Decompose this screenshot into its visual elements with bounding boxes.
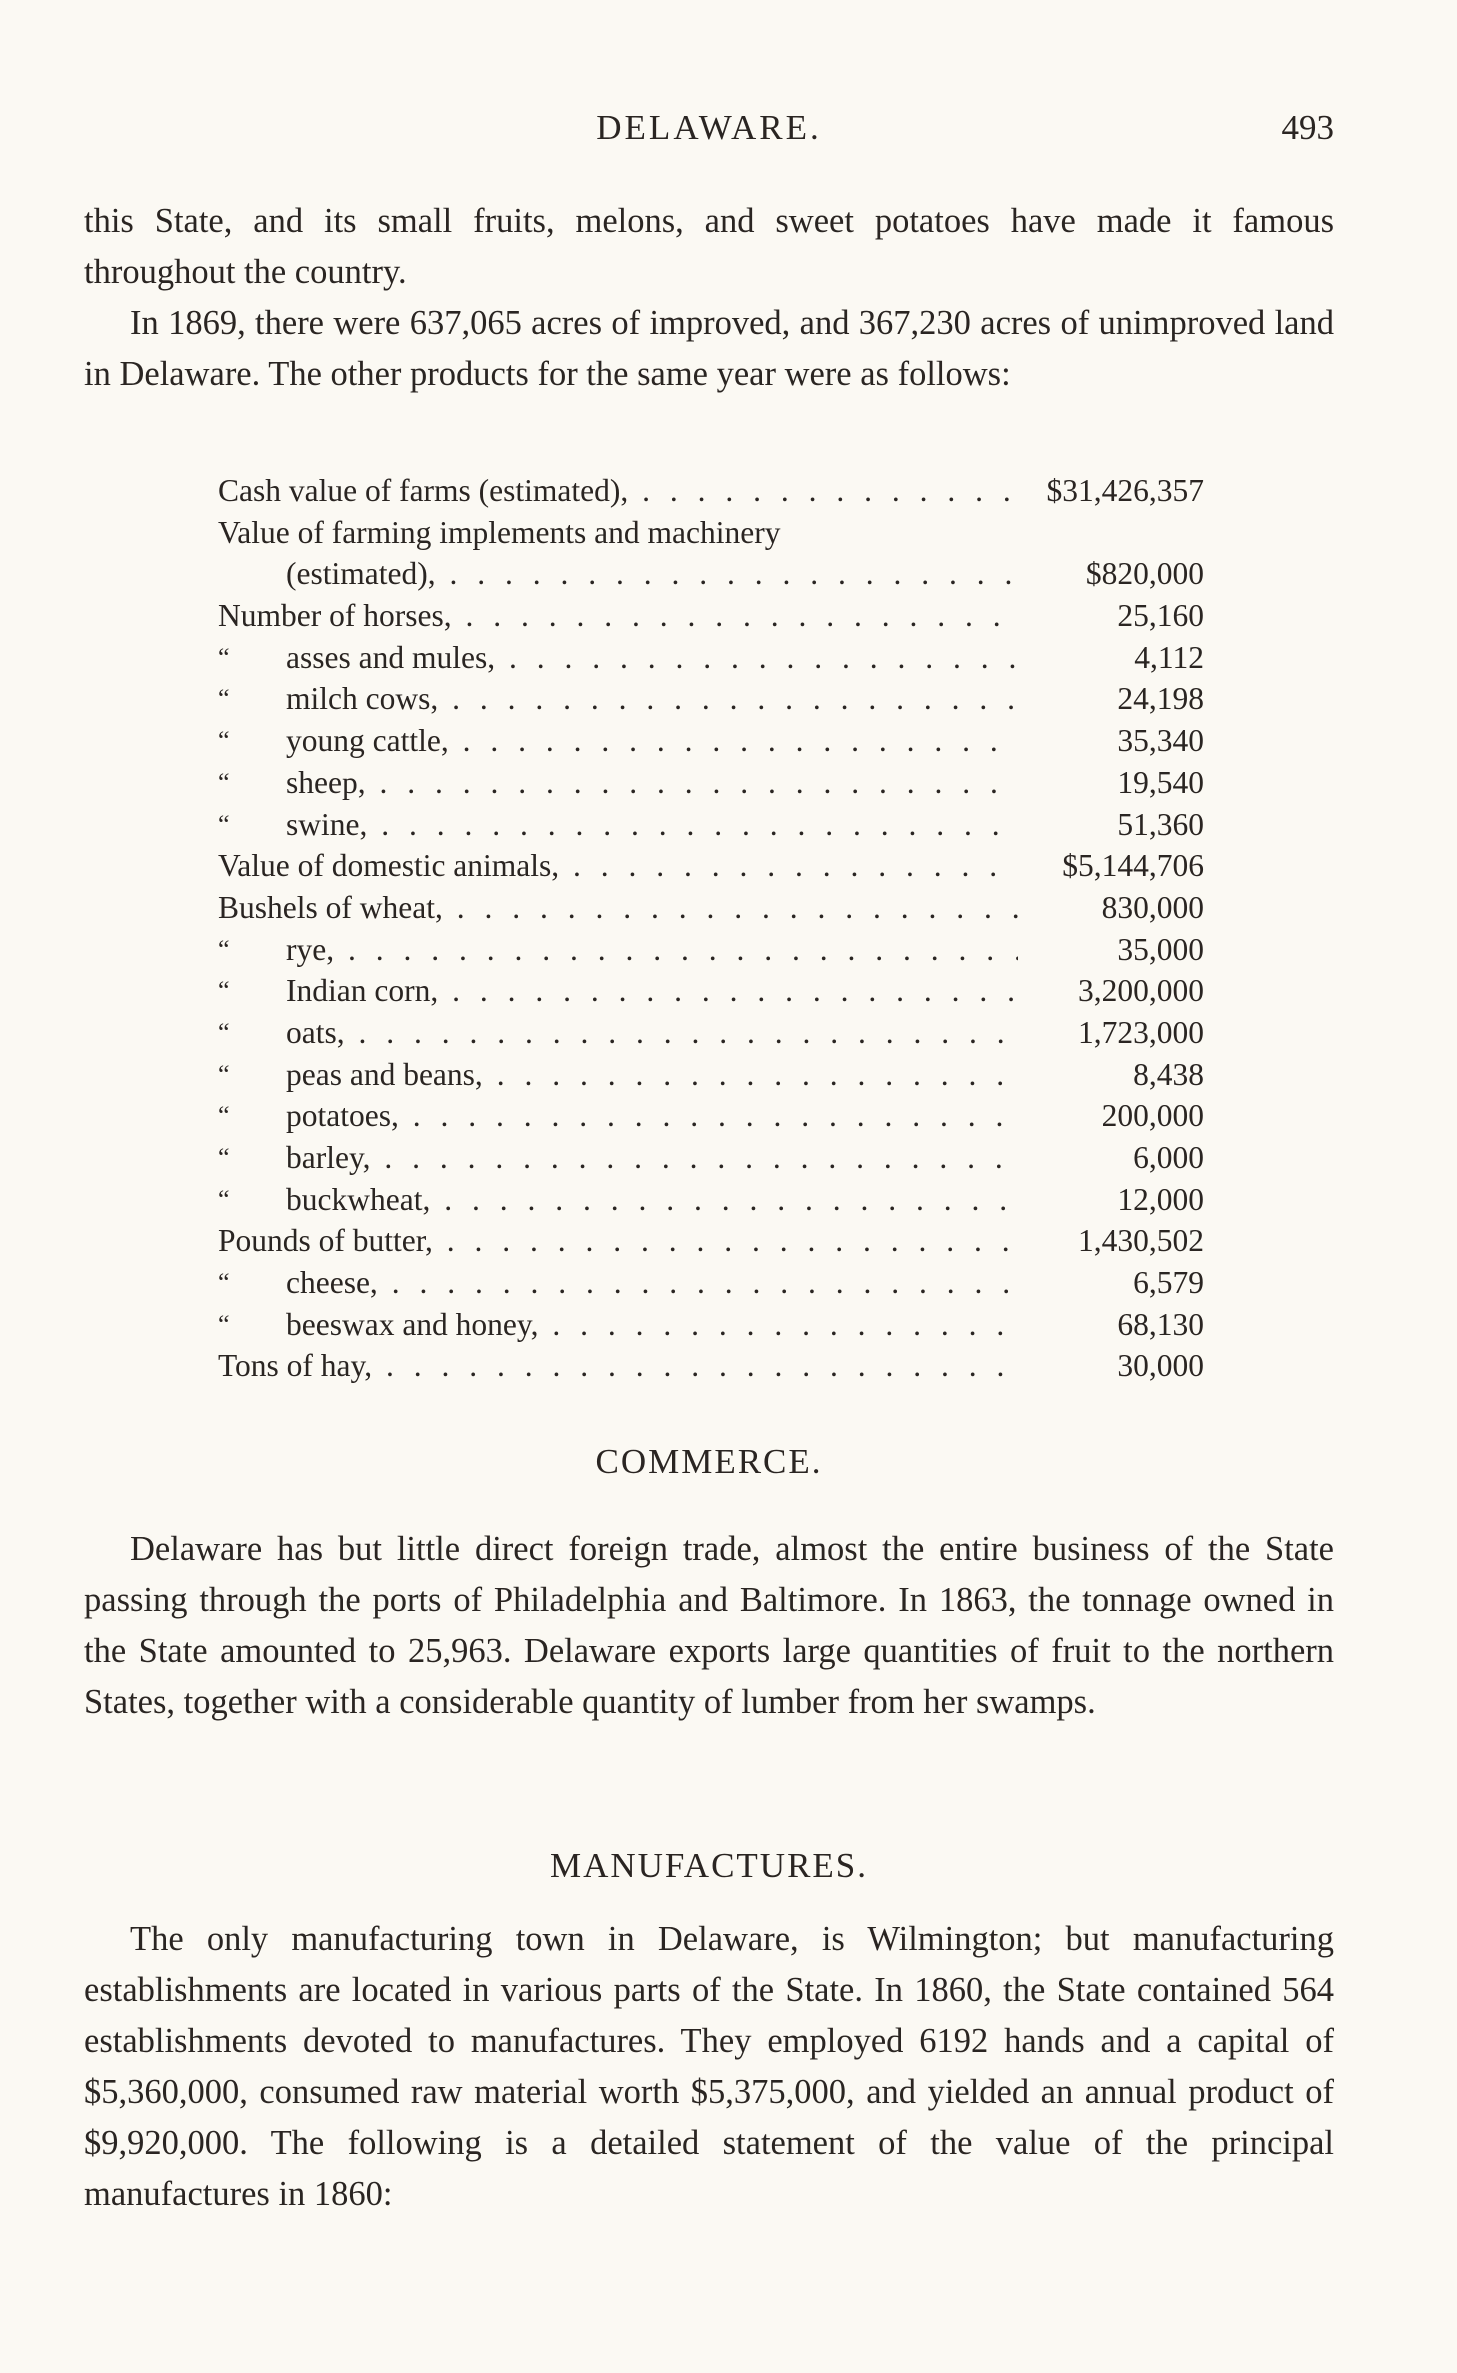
table-row [218, 1262, 1204, 1304]
table-row [218, 678, 1204, 720]
ditto-mark: “ [218, 809, 230, 839]
row-value: 200,000 [1101, 1098, 1204, 1134]
row-label: rye, . . . [286, 929, 1018, 971]
row-value: 4,112 [1134, 639, 1204, 675]
table-row [218, 845, 1204, 887]
table-row [218, 1137, 1204, 1179]
row-label: oats, . . . [286, 1012, 1018, 1054]
row-value: 68,130 [1117, 1306, 1204, 1342]
row-label: Value of domestic animals, . . . [218, 845, 1018, 887]
row-label: Pounds of butter, . . . [218, 1220, 1018, 1262]
table-row [218, 553, 1204, 595]
table-row [218, 887, 1204, 929]
row-value: 24,198 [1117, 681, 1204, 717]
row-value: 35,340 [1117, 723, 1204, 759]
table-row [218, 970, 1204, 1012]
row-value: 25,160 [1117, 598, 1204, 634]
ditto-mark: “ [218, 1017, 230, 1047]
row-label: Tons of hay, . . . [218, 1345, 1018, 1387]
row-label: Value of farming implements and machinery [218, 514, 781, 550]
table-row [218, 720, 1204, 762]
intro-paragraph-1: this State, and its small fruits, melons, and sweet potatoes have made it famous throughout the country. [84, 202, 1334, 291]
ditto-mark: “ [218, 1184, 230, 1214]
ditto-mark: “ [218, 934, 230, 964]
ditto-mark: “ [218, 642, 230, 672]
commerce-heading: COMMERCE. [595, 1442, 823, 1481]
ditto-mark: “ [218, 976, 230, 1006]
row-label: milch cows, . . . [286, 678, 1018, 720]
row-label: peas and beans, . . . [286, 1054, 1018, 1096]
table-row [218, 1220, 1204, 1262]
row-value: $31,426,357 [1046, 473, 1204, 508]
running-header [84, 108, 1334, 158]
ditto-mark: “ [218, 1268, 230, 1298]
row-label: barley, . . . [286, 1137, 1018, 1179]
row-value: 51,360 [1117, 806, 1204, 842]
row-value: 830,000 [1101, 889, 1204, 925]
table-row [218, 1304, 1204, 1346]
row-label: swine, . . . [286, 804, 1018, 846]
table-row [218, 1345, 1204, 1387]
table-row [218, 1179, 1204, 1221]
row-label: Number of horses, . . . [218, 595, 1018, 637]
page-number: 493 [1281, 108, 1334, 147]
row-label: asses and mules, . . . [286, 637, 1018, 679]
table-row [218, 929, 1204, 971]
row-value: 1,430,502 [1078, 1223, 1204, 1259]
manufactures-heading: MANUFACTURES. [549, 1846, 869, 1885]
ditto-mark: “ [218, 1143, 230, 1172]
row-label: cheese, . . . [286, 1262, 1018, 1304]
ditto-mark: “ [218, 1059, 230, 1089]
ditto-mark: “ [218, 726, 230, 756]
commerce-paragraph: Delaware has but little direct foreign trade, almost the entire business of the State passing through the ports of Philadelphia and Baltimore. In 1863, the tonnage owned in the State amounted to 25,963. Delaware exports large quantities of fruit to the northern States, together with a considerable quantity of lumber from her swamps. [84, 1530, 1334, 1721]
table-row [218, 1054, 1204, 1096]
table-row [218, 1012, 1204, 1054]
row-value: 30,000 [1117, 1348, 1204, 1384]
products-table [218, 470, 1204, 1387]
running-title: DELAWARE. [596, 108, 822, 147]
table-row [218, 804, 1204, 846]
ditto-mark: “ [218, 1101, 230, 1131]
table-row [218, 595, 1204, 637]
row-value: 6,000 [1133, 1140, 1204, 1175]
table-row [218, 1095, 1204, 1137]
ditto-mark: “ [218, 1309, 230, 1339]
manufactures-paragraph: The only manufacturing town in Delaware, is Wilmington; but manufacturing establishments are located in various parts of the State. In 1860, the State contained 564 establishments devoted to manufactures. They employed 6192 hands and a capital of $5,360,000, consumed raw material worth $5,375,000, and yielded an annual product of $9,920,000. The following is a detailed statement of the value of the principal manufactures in 1860: [84, 1920, 1334, 2213]
table-row [218, 637, 1204, 679]
row-label: young cattle, . . . [286, 720, 1018, 762]
row-label: Cash value of farms (estimated), . . . [218, 470, 1018, 512]
table-row [218, 512, 1204, 554]
row-value: $5,144,706 [1062, 848, 1204, 884]
row-label: Indian corn, . . . [286, 970, 1018, 1012]
row-label: sheep, . . . [286, 762, 1018, 804]
intro-paragraph-2: In 1869, there were 637,065 acres of improved, and 367,230 acres of unimproved land in Delaware. The other products for the same year were as follows: [84, 304, 1334, 393]
ditto-mark: “ [218, 684, 230, 714]
ditto-mark: “ [218, 767, 230, 797]
row-label: beeswax and honey, . . . [286, 1304, 1018, 1346]
row-value: $820,000 [1085, 556, 1204, 592]
row-value: 8,438 [1133, 1056, 1204, 1092]
row-label: (estimated), . . . [286, 553, 1018, 595]
row-value: 6,579 [1133, 1265, 1204, 1301]
row-label: potatoes, . . . [286, 1095, 1018, 1137]
row-label: Bushels of wheat, . . . [218, 887, 1018, 929]
row-label: buckwheat, . . . [286, 1179, 1018, 1221]
row-value: 19,540 [1117, 764, 1204, 800]
table-row [218, 470, 1204, 512]
row-value: 12,000 [1117, 1181, 1204, 1217]
row-value: 35,000 [1117, 931, 1204, 967]
table-row [218, 762, 1204, 804]
row-value: 1,723,000 [1078, 1014, 1204, 1050]
row-value: 3,200,000 [1078, 973, 1204, 1009]
